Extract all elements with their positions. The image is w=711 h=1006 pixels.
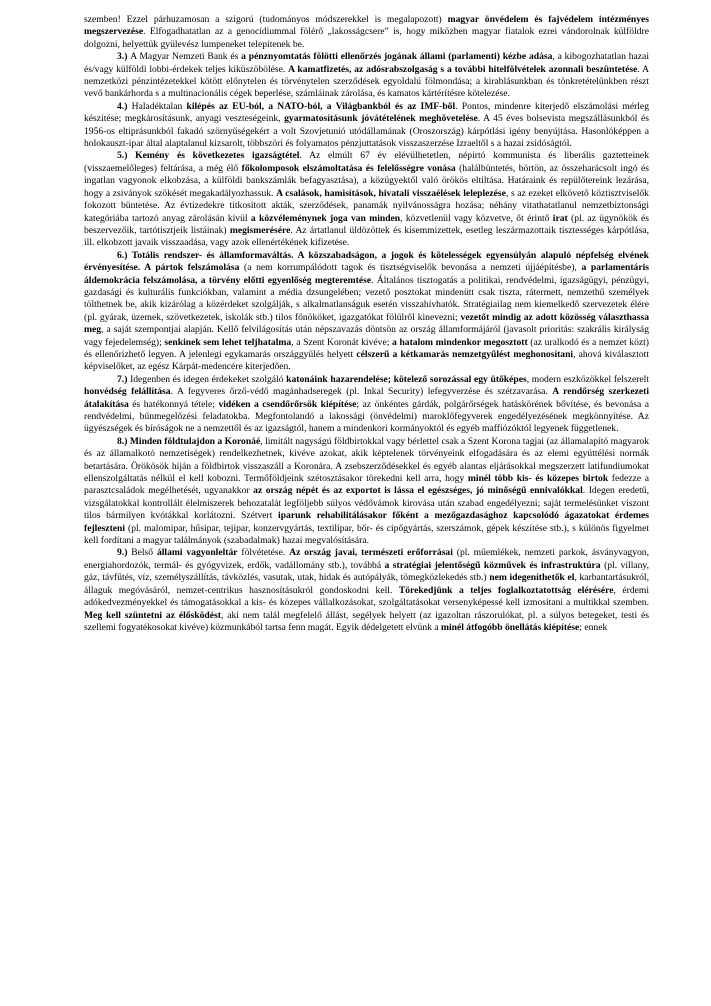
paragraph-point-5 <box>84 150 649 249</box>
emphasis-text: vezetőt mindig az adott közösség választhassa meg <box>84 311 649 336</box>
emphasis-text: a stratégiai jelentőségű közművek és infrastruktúra <box>384 559 601 571</box>
body-text: , karbantartásukról, állaguk megóvásáról, nemzet-centrikus hasznosításukról gondoskodni kell. <box>84 572 649 596</box>
emphasis-text: kilépés az EU-ból, a NATO-ból, a Világbankból és az IMF-ből <box>186 100 456 112</box>
emphasis-text: vidéken a csendőrőrsök kiépítése <box>218 398 357 410</box>
emphasis-text: 3.) <box>117 51 131 63</box>
body-text: . Idegen eredetű, vizsgálatokkal kontrollált élelmiszerek behozatalát legföljebb súlyos védővámok kirovása után szabad engedélyezni; saját termelésünket viszont tilos bármilyen kvótákkal korlátozni. Szétvert <box>84 485 649 522</box>
body-text: , limitált nagyságú földbirtokkal vagy bérlettel csak a Szent Korona tagjai (az államalapító magyarok és az államalkotó nemzetiségek) rendelkezhetnek, kivéve azokat, akik képtelenek törvényeink elfogadására és az elemi együttélési normák betartására. Örökösök híján a földbirtok visszaszáll a Koronára. A zsebszerződésekkel és egyéb alantas eljárásokkal megszerzett latifundiumokat ellenszolgáltatás nélkül el kell kobozni. Termőföldjeink szétosztásakor törekedni kell arra, hogy <box>84 435 649 485</box>
body-text: , közvetlenül vagy közvetve, őt érintő <box>400 212 553 224</box>
body-text: és hatékonnyá tétele; <box>128 398 219 410</box>
body-text: Idegenben és idegen érdekeket szolgáló <box>130 373 287 385</box>
emphasis-text: katonáink hazarendelése; kötelező sorozással egy ütőképes <box>286 373 527 385</box>
emphasis-text: senkinek sem lehet teljhatalma <box>164 336 292 348</box>
body-text: (pl. malomipar, hűsipar, tejipar, konzervgyártás, textilipar, bőr- és cipőgyártás, szerszámok, gépek készítése stb.), s különös figyelmet kell fordítani a magyar találmányok (szabadalmak) hazai megvalósítására. <box>84 522 649 547</box>
emphasis-text: főkolomposok elszámoltatása és felelősségre vonása <box>241 162 456 174</box>
body-text: . A fegyveres őrző-védő magánhadseregek (pl. Inkal Security) lefegyverzése és szétzavarása. <box>170 386 553 398</box>
body-text: (halálbüntetés, börtön, az összeharácsolt ingó és ingatlan vagyonok elkobzása, a külföldi bankszámlák befagyasztása), a közügyektől való örökös eltiltása. Határaink és repülőtereink lezárása, hogy a zsiványok szökését megakadályozhassuk. <box>84 162 649 199</box>
paragraph-intro <box>84 14 649 51</box>
body-text: . A nemzetközi pénzintézetekkel kötött előnytelen és törvénytelen szerződések egyoldalú fölmondása; a kirablásunkban és tönkretételünkben részt vevő bankárhorda s a multinacionális cégek beperlése, számláinak zárolása, és kamatos kártérítésre kötelezése. <box>84 63 650 100</box>
emphasis-text: 8.) Minden földtulajdon a Koronáé <box>117 435 261 447</box>
emphasis-text: a parlamentáris áldemokrácia felszámolása, a törvény előtti egyenlőség megteremtése <box>84 262 649 286</box>
emphasis-text: a közvéleménynek joga van minden <box>250 212 401 224</box>
emphasis-text: a pénznyomtatás fölötti ellenőrzés jogának állami (parlamenti) kézbe adása <box>241 51 553 63</box>
emphasis-text: Az ország javai, természeti erőforrásai <box>289 547 453 559</box>
body-text: . Elfogadhatatlan az a genocídiummal fölérő „lakosságcsere” is, hogy miközben magyar fiatalok ezrei vándorolnak külföldre dolgozni, helyettük gyülevész lumpeneket telepítenek be. <box>84 26 649 50</box>
emphasis-text: honvédség felállítása <box>84 386 171 398</box>
emphasis-text: 6.) Totális rendszer- és államformaváltás. A közszabadságon, a jogok és kötelességek egyensúlyán alapuló népfelség elvének érvényesítése. A pártok felszámolása <box>84 249 649 274</box>
emphasis-text: a hatalom mindenkor megosztott <box>392 336 528 348</box>
emphasis-text: minél több kis- és közepes birtok <box>467 473 609 485</box>
emphasis-text: megismerésére <box>229 224 291 236</box>
body-text: , ahová kiválasztott képviselőket, az egész Kárpát-medencére kiterjedően. <box>84 348 649 373</box>
body-text: , érdemi adókedvezményekkel és támogatásokkal a kis- és közepes vállalkozásokat, szolgáltatásokat versenyképessé kell izmosítani a multikkal szemben. <box>84 584 649 609</box>
emphasis-text: 9.) <box>117 547 132 559</box>
emphasis-text: állami vagyonleltár <box>156 547 238 559</box>
body-text: , a saját szempontjai alapján. Kellő felvilágosítás után népszavazás döntsön az ország államformájáról (javasolt prioritás: szakrális királyság vagy fejedelemség); <box>84 324 649 348</box>
body-text: ; az önkéntes gárdák, polgárőrségek hatáskörének bővítése, és bevonása a rendvédelmi, bűnmegelőzési feladatokba. Megfontolandó a lakossági (önvédelmi) maroklőfegyverek engedélyezésének megkönnyítése. Az ügyészségek és bíróságok ne a nemzettől és az igazságtól, hanem a mindenkori kormányoktól és egyéb maffiózóktól legyenek függetlenek. <box>84 398 649 435</box>
emphasis-text: Törekedjünk a teljes foglalkoztatottság elérésére <box>398 584 614 596</box>
emphasis-text: célszerű a kétkamarás nemzetgyűlést meghonosítani <box>356 348 574 360</box>
body-text: Haladéktalan <box>131 100 187 112</box>
body-text: (pl. műemlékek, nemzeti parkok, ásványvagyon, energiahordozók, termál- és gyógyvizek, erdők, vadállomány stb.), továbbá <box>84 547 650 571</box>
body-text: (pl. villany, gáz, távfűtés, víz, személyszállítás, távközlés, vasutak, utak, hidak és autópályák, tömegközlekedés stb.) <box>84 559 649 584</box>
emphasis-text: A kamatfizetés, az adósrabszolgaság s a további hitelfölvételek azonnali beszüntetése <box>288 63 638 75</box>
paragraph-point-8 <box>84 436 649 548</box>
emphasis-text: A rendőrség szerkezeti átalakítása <box>84 386 649 410</box>
body-text: . Pontos, mindenre kiterjedő elszámolási mérleg készítése; megkárosításunk, anyagi veszteségeink, <box>84 100 649 125</box>
emphasis-text: az ország népét és az exportot is lássa el egészséges, jó minőségű ennivalókkal <box>253 485 583 497</box>
body-text: , s az ezeket elkövető köztisztviselők fokozott büntetése. Az évtizedekre titkosított akták, szerződések, panamák nyilvánosságra hozása; néhány vitathatatlanul nemzetbiztonsági kategóriába tartozó anyag zárolásán kívül <box>84 187 649 224</box>
emphasis-text: Meg kell szüntetni az élősködést <box>84 609 221 621</box>
body-text: (az uralkodó és a nemzet közt) és ellenőrizhető legyen. A jelenlegi egykamarás országgyűlés helyett <box>84 336 649 360</box>
body-text: . Az ártatlanul üldözöttek és kisemmizettek, esetleg leszármazottaik tisztességes kárpótlása, ill. elkobzott javaik visszaadása, vagy azok ellenértékének kifizetése. <box>84 224 649 249</box>
body-text: . A 45 éves bolsevista megszállásunkból és 1956-os eltiprásunkból fakadó szörnyűségekért a volt Szovjetunió utódállamának (Oroszország) kárpótlási igény benyújtása. Hasonlóképpen a holokauszt-ipar által alaptalanul kizsarolt, többszöri és folyamatos pénzjuttatások visszaszerzése Izraeltől s a hazai zsidóságtól. <box>84 113 649 150</box>
emphasis-text: 4.) <box>117 100 132 112</box>
emphasis-text: A csalások, hamisítások, hivatali visszaélések leleplezése <box>276 187 506 199</box>
body-text: A Magyar Nemzeti Bank és <box>130 51 242 63</box>
body-text: ; ennek <box>579 621 608 633</box>
body-text: . Általános tisztogatás a politikai, rendvédelmi, igazságügyi, pénzügyi, gazdasági és kulturális funkciókban, valamint a média dzsungelében; vezető posztokat mindenütt csak tiszta, rátermett, nemzethű személyek tölthetnek be, akik kizárólag a közérdeket szolgálják, s alkalmatlanságuk esetén visszahívhatók. Stratégiailag nem kiemelkedő szervezetek élére (pl. gyárak, üzemek, szövetkezetek, iskolák stb.) tilos főnököket, igazgatókat fölülről kinevezni; <box>84 274 649 323</box>
body-text: szemben! Ezzel párhuzamosan a szigorú (tudományos módszerekkel is megalapozott) <box>84 14 448 25</box>
paragraph-point-9 <box>84 547 649 634</box>
emphasis-text: magyar önvédelem és fajvédelem intézményes megszervezése <box>84 14 649 38</box>
emphasis-text: irat <box>552 212 568 224</box>
paragraph-point-3 <box>84 51 649 101</box>
emphasis-text: minél átfogóbb önellátás kiépítése <box>440 621 580 633</box>
body-text: . Az elmúlt 67 év elévülhetetlen, népirtó kommunista és liberális gaztetteinek (visszaemelőleges) feltárása, a még élő <box>84 150 649 174</box>
body-text: fölvétetése. <box>237 547 290 559</box>
paragraph-point-6 <box>84 250 649 374</box>
body-text: , aki nem talál megfelelő állást, segélyek helyett (az igazoltan rászorulókat, pl. a súlyos betegeket, testi és szellemi fogyatékosokat kivéve) közmunkából tartsa fenn magát. Egyik dédelgetett elvünk a <box>84 609 649 633</box>
emphasis-text: iparunk rehabilitálásakor főként a mezőgazdasághoz kapcsolódó ágazatokat érdemes fejleszteni <box>84 510 649 534</box>
emphasis-text: nem idegeníthetők el <box>489 572 575 584</box>
body-text: , modern eszközökkel felszerelt <box>526 373 650 385</box>
body-text: , a Szent Koronát kivéve; <box>291 336 393 348</box>
body-text: (pl. az ügynökök és beszervezőik, tartótisztjeik listáinak) <box>84 212 649 236</box>
emphasis-text: gyarmatosításunk jóvátételének meghövetelése <box>284 113 478 125</box>
paragraph-point-4 <box>84 101 649 151</box>
emphasis-text: 7.) <box>117 373 131 385</box>
emphasis-text: 5.) Kemény és következetes igazságtétel <box>117 150 300 162</box>
body-text: , a kibogozhatatlan hazai és/vagy külföldi lobbi-érdekek teljes kiküszöbölése. <box>84 51 649 75</box>
paragraph-point-7 <box>84 374 649 436</box>
body-text: fedezze a parasztcsaládok megélhetését, ugyanakkor <box>84 473 649 497</box>
body-text: (a nem korrumpálódott tagok és tisztségviselők bevonása a nemzeti újjáépítésbe), <box>239 262 582 274</box>
body-text: Belső <box>131 547 157 559</box>
